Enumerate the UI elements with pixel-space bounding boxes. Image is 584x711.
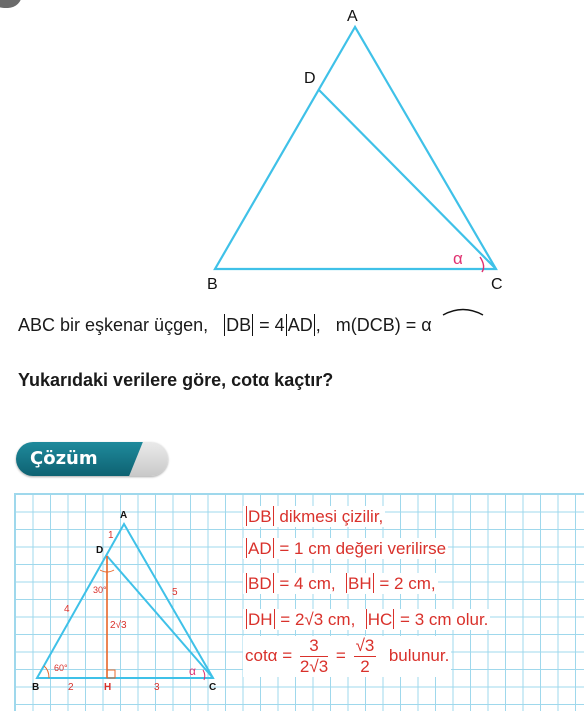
sol1-rest: dikmesi çizilir,: [279, 507, 384, 526]
sol-len-three: 3: [154, 682, 160, 693]
sol-triangle-abc: [37, 524, 213, 678]
sol-label-alpha: α: [189, 664, 196, 678]
measure-close: ) = α: [394, 315, 432, 335]
solution-line-2: [243, 538, 448, 559]
label-b: B: [207, 276, 218, 293]
sol4-rest: = 3 cm olur.: [400, 610, 489, 629]
sol3-seg2: BH: [348, 574, 372, 593]
angle-dcb: DCB: [356, 315, 395, 335]
sol1-seg: DB: [248, 507, 272, 526]
sol-len-four: 4: [64, 604, 70, 615]
sol5-lhs: cotα =: [245, 645, 293, 665]
label-alpha: α: [453, 249, 463, 268]
sol-label-a: A: [120, 510, 128, 521]
sol4-seg2: HC: [367, 610, 393, 629]
question-text: Yukarıdaki verilere göre, cotα kaçtır?: [18, 370, 334, 390]
solution-line-1: [243, 506, 385, 527]
sol-len-two-root3: 2√3: [110, 620, 127, 631]
fraction-1: [300, 636, 328, 677]
sixty-arc: [44, 666, 49, 678]
segment-ad: AD: [287, 315, 313, 335]
frac1-num: 3: [300, 636, 328, 657]
sol-label-b: B: [32, 682, 40, 693]
sol2-rest: = 1 cm değeri verilirse: [279, 539, 447, 558]
sol-len-five: 5: [172, 587, 178, 598]
cozum-label: Çözüm: [16, 442, 120, 476]
sol-label-d: D: [96, 545, 104, 556]
solution-line-3: [243, 573, 438, 594]
sol3-rest: = 2 cm,: [379, 574, 436, 593]
sol5-eq: =: [335, 645, 346, 665]
label-d: D: [304, 70, 316, 87]
segment-db: DB: [226, 315, 252, 335]
solution-line-4: [243, 609, 490, 630]
sol-label-c: C: [209, 682, 217, 693]
sol3-seg1: BD: [248, 574, 272, 593]
given-comma: ,: [315, 315, 321, 335]
sol4-mid: = 2√3 cm,: [280, 610, 356, 629]
sol-label-h: H: [104, 682, 112, 693]
frac2-den: 2: [360, 657, 370, 676]
sol-len-two: 2: [68, 682, 74, 693]
frac1-den: 2√3: [299, 657, 329, 676]
sol-angle-thirty: 30°: [93, 585, 107, 595]
sol-angle-sixty: 60°: [54, 663, 68, 673]
sol3-mid: = 4 cm,: [279, 574, 336, 593]
sol-len-one: 1: [108, 530, 114, 541]
fraction-2: [354, 636, 377, 677]
sol2-seg: AD: [248, 539, 272, 558]
sol4-seg1: DH: [248, 610, 273, 629]
sol5-rest: bulunur.: [388, 645, 450, 665]
right-angle-mark: [107, 670, 115, 678]
given-prefix: ABC bir eşkenar üçgen,: [18, 315, 209, 335]
sol-segment-dc: [107, 556, 213, 678]
measure-open: m(: [335, 315, 357, 335]
solution-line-5: [243, 636, 451, 677]
label-c: C: [491, 276, 503, 293]
label-a: A: [347, 8, 358, 25]
eq-four: = 4: [259, 315, 285, 335]
frac2-num: √3: [355, 636, 375, 655]
